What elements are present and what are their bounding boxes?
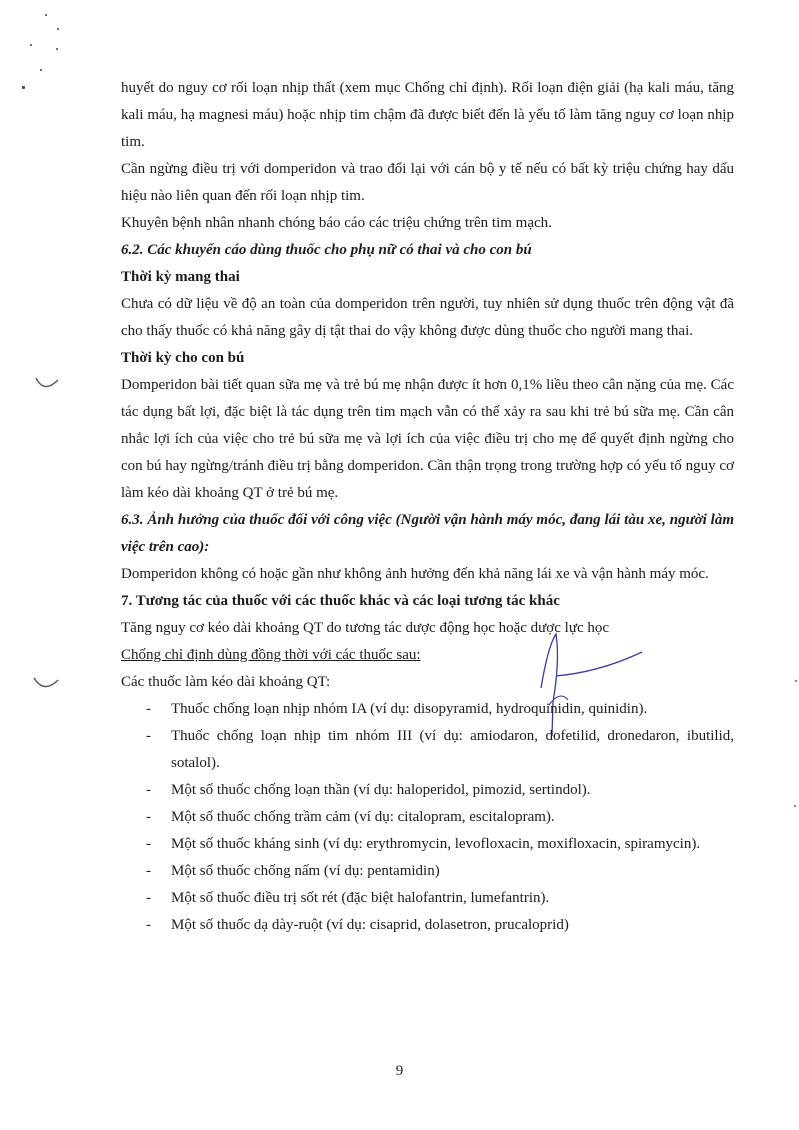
page-content — [121, 75, 734, 939]
section-heading-6-2: 6.2. Các khuyến cáo dùng thuốc cho phụ nữ có thai và cho con bú — [121, 242, 532, 258]
dash-bullet: - — [146, 782, 151, 798]
dash-bullet: - — [146, 701, 151, 717]
list-item — [121, 804, 734, 831]
page-number: 9 — [395, 1063, 404, 1079]
dash-bullet: - — [146, 728, 151, 744]
list-item — [121, 696, 734, 723]
list-item-text: Một số thuốc chống trầm cảm (ví dụ: citalopram, escitalopram). — [171, 809, 555, 825]
qt-drugs-label: Các thuốc làm kéo dài khoảng QT: — [121, 674, 331, 690]
list-item — [121, 723, 734, 777]
list-item — [121, 831, 734, 858]
subheading-lactation: Thời kỳ cho con bú — [121, 350, 245, 366]
dash-bullet: - — [146, 836, 151, 852]
list-item — [121, 858, 734, 885]
list-item — [121, 912, 734, 939]
subheading-pregnancy: Thời kỳ mang thai — [121, 269, 240, 285]
paragraph-driving: Domperidon không có hoặc gần như không ảnh hưởng đến khả năng lái xe và vận hành máy móc. — [121, 566, 709, 582]
dash-bullet: - — [146, 890, 151, 906]
dash-bullet: - — [146, 809, 151, 825]
list-item — [121, 885, 734, 912]
list-item-text: Thuốc chống loạn nhịp tim nhóm III (ví dụ: amiodaron, dofetilid, dronedaron, ibutilid, sotalol). — [171, 728, 734, 771]
paragraph-pregnancy: Chưa có dữ liệu về độ an toàn của domperidon trên người, tuy nhiên sử dụng thuốc trên động vật đã cho thấy thuốc có khả năng gây dị tật thai do vậy không được dùng thuốc cho người mang thai. — [121, 296, 734, 339]
list-item-text: Một số thuốc chống loạn thần (ví dụ: haloperidol, pimozid, sertindol). — [171, 782, 591, 798]
dash-bullet: - — [146, 863, 151, 879]
list-item-text: Thuốc chống loạn nhịp nhóm IA (ví dụ: disopyramid, hydroquinidin, quinidin). — [171, 701, 648, 717]
drug-list — [121, 696, 734, 939]
dash-bullet: - — [146, 917, 151, 933]
subheading-contraindication: Chống chỉ định dùng đồng thời với các thuốc sau: — [121, 647, 421, 663]
paragraph: Cần ngừng điều trị với domperidon và trao đổi lại với cán bộ y tế nếu có bất kỳ triệu chứng hay dấu hiệu nào liên quan đến rối loạn nhịp tim. — [121, 161, 734, 204]
section-heading-7: 7. Tương tác của thuốc với các thuốc khác và các loại tương tác khác — [121, 593, 560, 609]
list-item-text: Một số thuốc dạ dày-ruột (ví dụ: cisaprid, dolasetron, prucaloprid) — [171, 917, 569, 933]
list-item-text: Một số thuốc điều trị sốt rét (đặc biệt halofantrin, lumefantrin). — [171, 890, 550, 906]
paragraph: huyết do nguy cơ rối loạn nhịp thất (xem mục Chống chỉ định). Rối loạn điện giải (hạ kali máu, tăng kali máu, hạ magnesi máu) hoặc nhịp tim chậm đã được biết đến là yếu tố làm tăng nguy cơ loạn nhịp tim. — [121, 80, 734, 150]
list-item — [121, 777, 734, 804]
paragraph: Khuyên bệnh nhân nhanh chóng báo cáo các triệu chứng trên tim mạch. — [121, 215, 552, 231]
paragraph-interaction-intro: Tăng nguy cơ kéo dài khoảng QT do tương tác dược động học hoặc dược lực học — [121, 620, 610, 636]
list-item-text: Một số thuốc kháng sinh (ví dụ: erythromycin, levofloxacin, moxifloxacin, spiramycin). — [171, 836, 701, 852]
paragraph-lactation: Domperidon bài tiết quan sữa mẹ và trẻ bú mẹ nhận được ít hơn 0,1% liều theo cân nặng của mẹ. Các tác dụng bất lợi, đặc biệt là tác dụng trên tim mạch vẫn có thể xảy ra sau khi trẻ bú sữa mẹ. Cần cân nhắc lợi ích của việc cho trẻ bú sữa mẹ và lợi ích của việc điều trị cho mẹ để quyết định ngừng cho con bú hay ngừng/tránh điều trị bằng domperidon. Cần thận trọng trong trường hợp có yếu tố nguy cơ làm kéo dài khoảng QT ở trẻ bú mẹ. — [121, 377, 734, 501]
list-item-text: Một số thuốc chống nấm (ví dụ: pentamidin) — [171, 863, 440, 879]
section-heading-6-3: 6.3. Ảnh hưởng của thuốc đối với công việc (Người vận hành máy móc, đang lái tàu xe, người làm việc trên cao): — [121, 512, 734, 555]
